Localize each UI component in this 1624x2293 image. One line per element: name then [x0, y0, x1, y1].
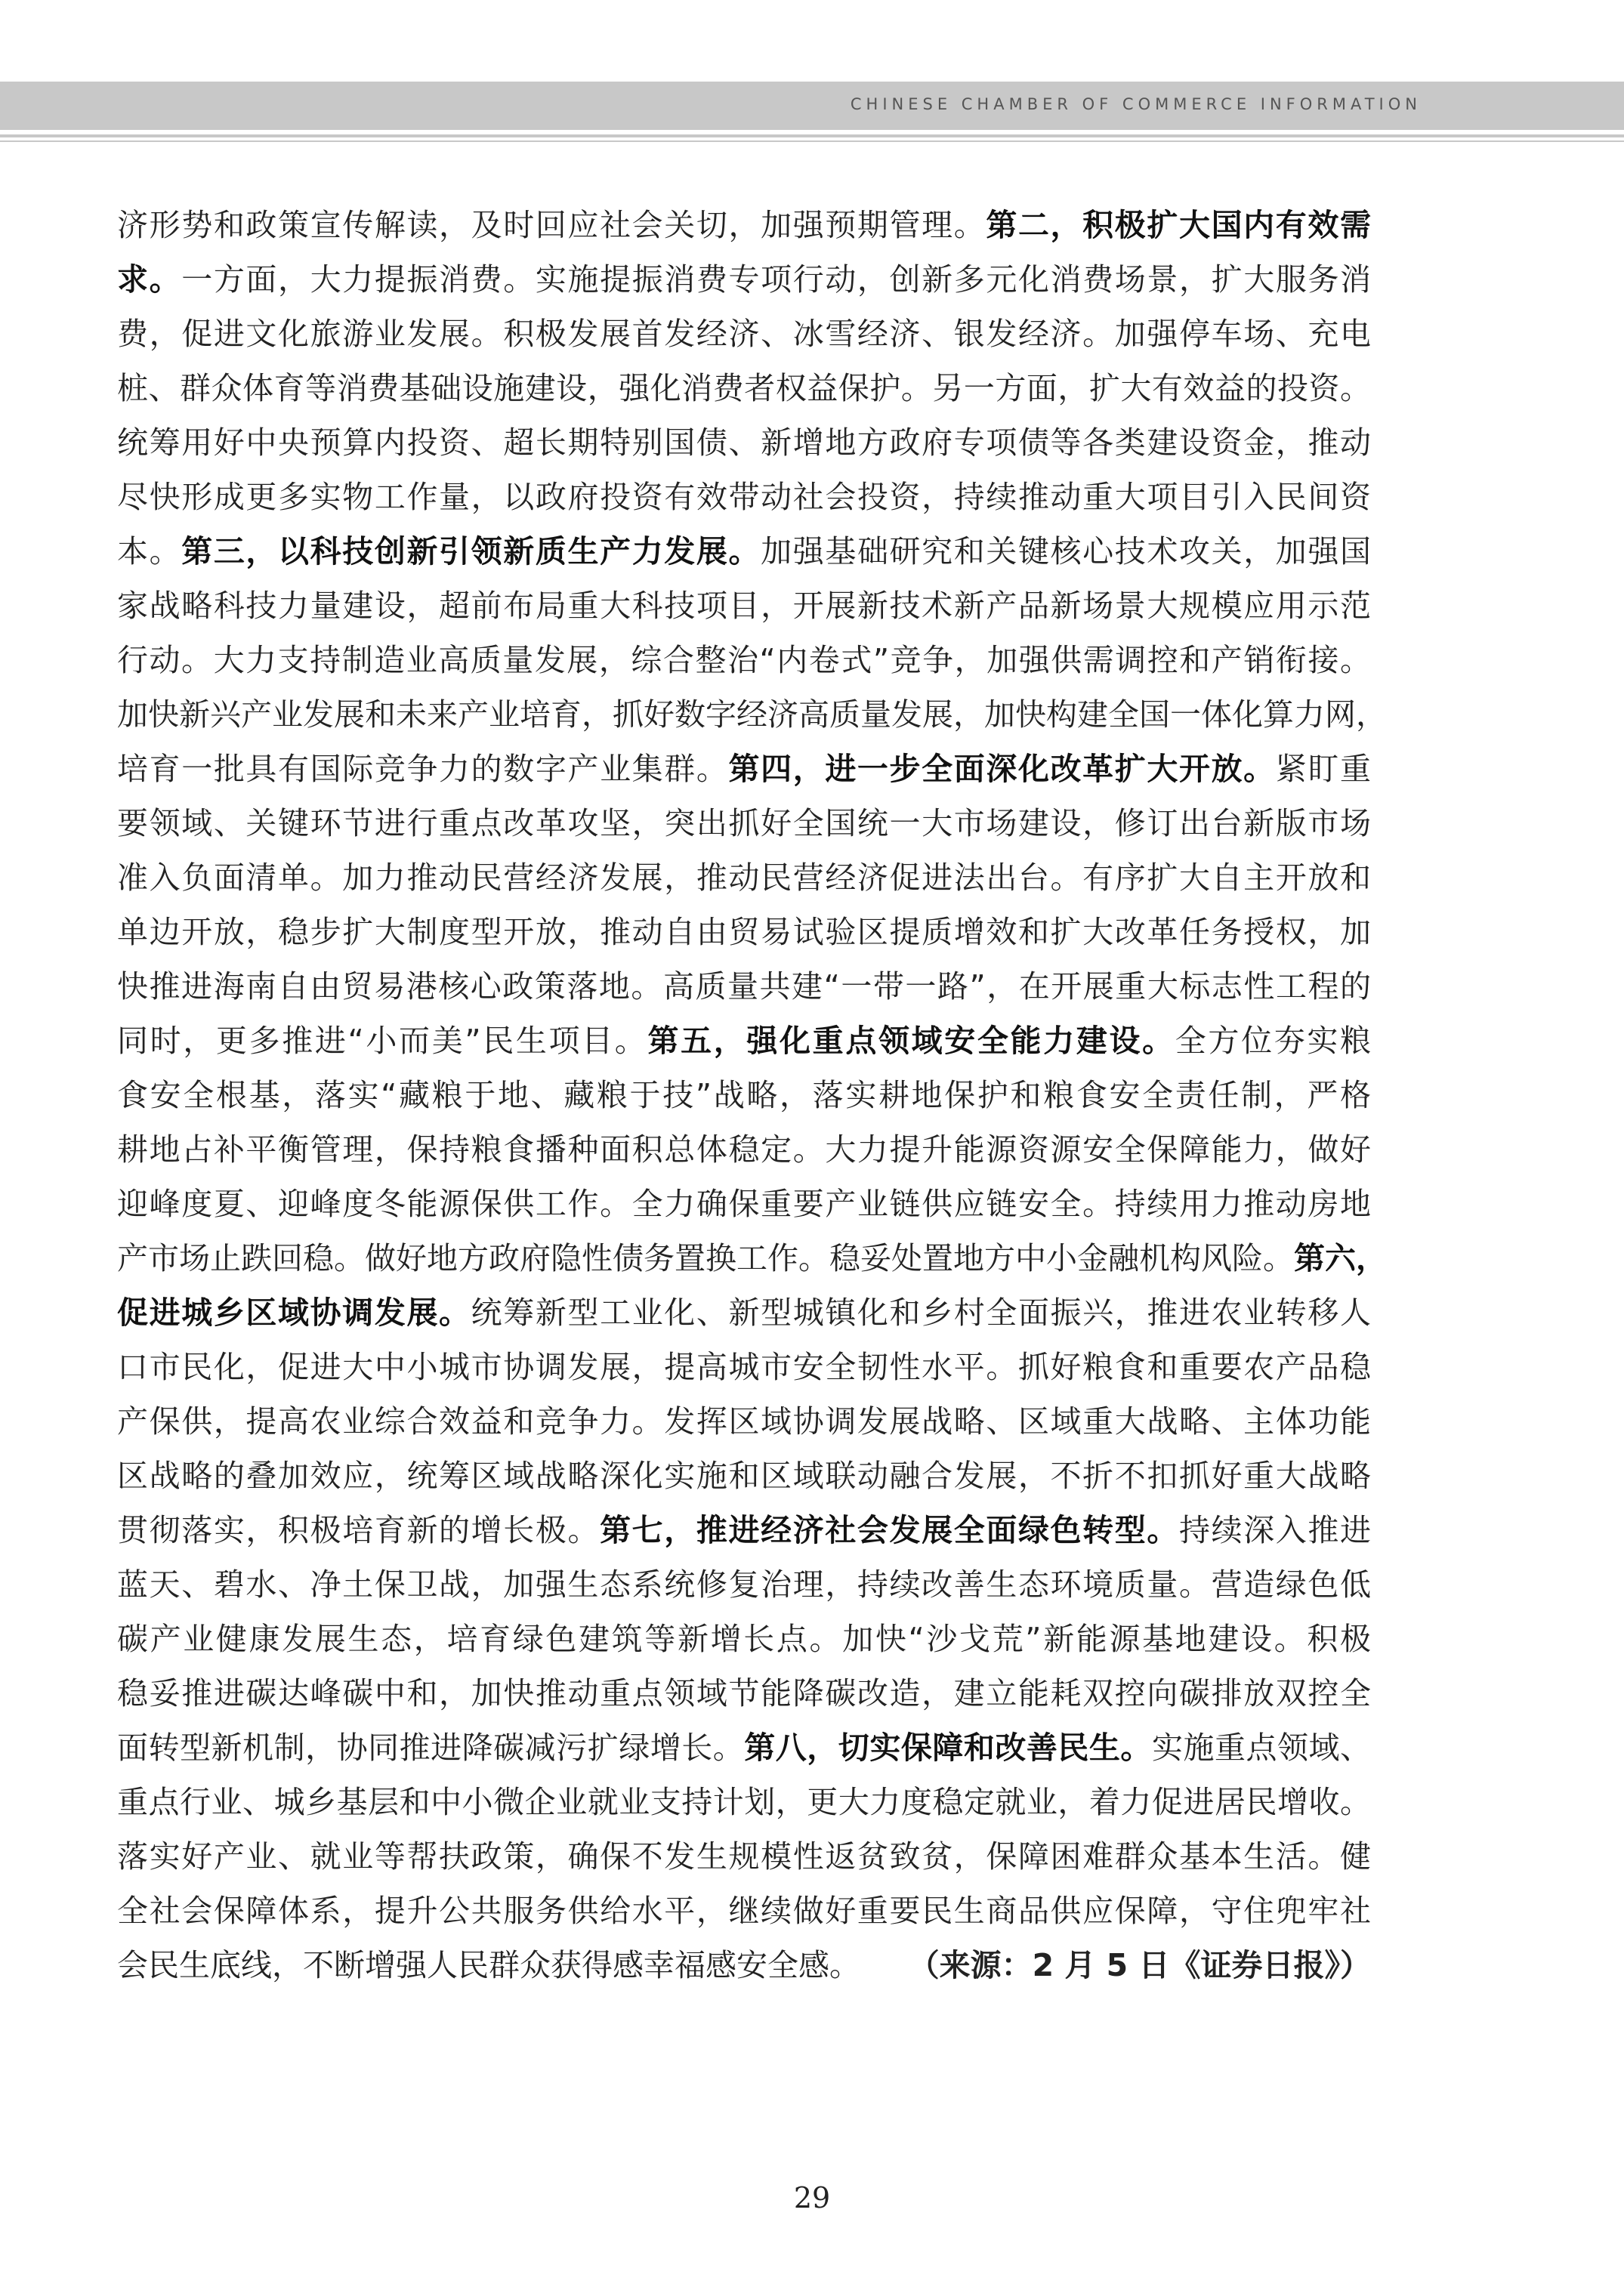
text-line: [117, 905, 1371, 959]
text-segment: 产市场止跌回稳。做好地方政府隐性债务置换工作。稳妥处置地方中小金融机构风险。: [117, 1240, 1294, 1276]
text-segment: 加强基础研究和关键核心技术攻关，加强国: [761, 533, 1372, 569]
highlighted-heading: 求。: [117, 261, 182, 298]
article-body: [117, 198, 1387, 1992]
text-line: [117, 633, 1371, 687]
text-line: [117, 1068, 1371, 1122]
text-segment: 统筹用好中央预算内投资、超长期特别国债、新增地方政府专项债等各类建设资金，推动: [117, 424, 1371, 461]
text-segment: 全方位夯实粮: [1175, 1023, 1372, 1059]
text-segment: 单边开放，稳步扩大制度型开放，推动自由贸易试验区提质增效和扩大改革任务授权，加: [117, 914, 1371, 950]
running-header: CHINESE CHAMBER OF COMMERCE INFORMATION: [850, 95, 1422, 113]
text-segment: 实施重点领域、: [1151, 1730, 1372, 1766]
text-segment: 贯彻落实，积极培育新的增长极。: [117, 1512, 601, 1548]
text-line: [117, 307, 1371, 361]
source-citation: （来源：2 月 5 日《证券日报》）: [908, 1947, 1371, 1983]
text-line: [117, 1666, 1371, 1721]
text-line: [117, 524, 1371, 579]
text-segment: 口市民化，促进大中小城市协调发展，提高城市安全韧性水平。抓好粮食和重要农产品稳: [117, 1349, 1371, 1385]
text-line: [117, 415, 1371, 470]
text-line: [117, 742, 1371, 796]
text-line: [117, 1340, 1371, 1394]
text-line: [117, 1612, 1371, 1666]
highlighted-heading: 第三，以科技创新引领新质生产力发展。: [181, 533, 761, 569]
text-line: [117, 796, 1371, 850]
text-segment: 快推进海南自由贸易港核心政策落地。高质量共建“一带一路”，在开展重大标志性工程的: [117, 968, 1371, 1005]
text-line: [117, 1449, 1371, 1503]
text-line: [117, 1775, 1371, 1829]
text-segment: 要领域、关键环节进行重点改革攻坚，突出抓好全国统一大市场建设，修订出台新版市场: [117, 805, 1371, 841]
text-segment: 全社会保障体系，提升公共服务供给水平，继续做好重要民生商品供应保障，守住兜牢社: [117, 1893, 1371, 1929]
text-segment: 家战略科技力量建设，超前布局重大科技项目，开展新技术新产品新场景大规模应用示范: [117, 588, 1371, 624]
text-line: [117, 579, 1371, 633]
text-segment: 加快新兴产业发展和未来产业培育，抓好数字经济高质量发展，加快构建全国一体化算力网，: [117, 696, 1387, 733]
text-line: [117, 959, 1371, 1014]
text-segment: 持续深入推进: [1178, 1512, 1372, 1548]
text-segment: 碳产业健康发展生态，培育绿色建筑等新增长点。加快“沙戈荒”新能源基地建设。积极: [117, 1621, 1371, 1657]
text-line: [117, 687, 1387, 742]
text-segment: 重点行业、城乡基层和中小微企业就业支持计划，更大力度稳定就业，着力促进居民增收。: [117, 1784, 1371, 1820]
text-line: [117, 1503, 1371, 1557]
text-segment: 本。: [117, 533, 182, 569]
text-line: [117, 1557, 1371, 1612]
text-segment: 培育一批具有国际竞争力的数字产业集群。: [117, 751, 729, 787]
text-line: [117, 850, 1371, 905]
text-segment: 蓝天、碧水、净土保卫战，加强生态系统修复治理，持续改善生态环境质量。营造绿色低: [117, 1566, 1371, 1603]
text-segment: 同时，更多推进“小而美”民生项目。: [117, 1023, 648, 1059]
text-segment: 准入负面清单。加力推动民营经济发展，推动民营经济促进法出台。有序扩大自主开放和: [117, 859, 1371, 896]
text-line: [117, 1884, 1371, 1938]
text-segment: 食安全根基，落实“藏粮于地、藏粮于技”战略，落实耕地保护和粮食安全责任制，严格: [117, 1077, 1371, 1113]
text-segment: 一方面，大力提振消费。实施提振消费专项行动，创新多元化消费场景，扩大服务消: [181, 261, 1372, 298]
highlighted-heading: 第二，积极扩大国内有效需: [986, 207, 1372, 243]
text-segment: 尽快形成更多实物工作量，以政府投资有效带动社会投资，持续推动重大项目引入民间资: [117, 479, 1371, 515]
text-line: [117, 1122, 1371, 1177]
text-line: [117, 361, 1371, 415]
highlighted-heading: 促进城乡区域协调发展。: [117, 1295, 471, 1331]
text-segment: 落实好产业、就业等帮扶政策，确保不发生规模性返贫致贫，保障困难群众基本生活。健: [117, 1838, 1371, 1875]
text-segment: 统筹新型工业化、新型城镇化和乡村全面振兴，推进农业转移人: [471, 1295, 1372, 1331]
text-segment: 稳妥推进碳达峰碳中和，加快推动重点领域节能降碳改造，建立能耗双控向碳排放双控全: [117, 1675, 1371, 1711]
text-segment: 耕地占补平衡管理，保持粮食播种面积总体稳定。大力提升能源资源安全保障能力，做好: [117, 1131, 1371, 1168]
text-line: [117, 470, 1371, 524]
text-line: [117, 1231, 1387, 1285]
text-line: [117, 1938, 1371, 1992]
text-line: [117, 1829, 1371, 1884]
text-segment: 迎峰度夏、迎峰度冬能源保供工作。全力确保重要产业链供应链安全。持续用力推动房地: [117, 1186, 1371, 1222]
text-segment: 产保供，提高农业综合效益和竞争力。发挥区域协调发展战略、区域重大战略、主体功能: [117, 1403, 1371, 1440]
text-segment: 会民生底线，不断增强人民群众获得感幸福感安全感。: [117, 1947, 860, 1983]
highlighted-heading: 第七，推进经济社会发展全面绿色转型。: [600, 1512, 1179, 1548]
highlighted-heading: 第八，切实保障和改善民生。: [744, 1730, 1152, 1766]
highlighted-heading: 第五，强化重点领域安全能力建设。: [647, 1023, 1175, 1059]
text-line: [117, 1394, 1371, 1449]
text-line: [117, 198, 1371, 252]
page-number: 29: [793, 2181, 831, 2214]
text-segment: 费，促进文化旅游业发展。积极发展首发经济、冰雪经济、银发经济。加强停车场、充电: [117, 316, 1371, 352]
text-line: [117, 252, 1371, 307]
text-line: [117, 1014, 1371, 1068]
text-line: [117, 1721, 1371, 1775]
text-segment: 面转型新机制，协同推进降碳减污扩绿增长。: [117, 1730, 745, 1766]
highlighted-heading: 第六，: [1294, 1240, 1387, 1276]
text-line: [117, 1285, 1371, 1340]
header-rule: [0, 134, 1624, 137]
text-line: [117, 1177, 1371, 1231]
text-segment: 桩、群众体育等消费基础设施建设，强化消费者权益保护。另一方面，扩大有效益的投资。: [117, 370, 1371, 406]
text-segment: 区战略的叠加效应，统筹区域战略深化实施和区域联动融合发展，不折不扣抓好重大战略: [117, 1458, 1371, 1494]
header-rule-thin: [0, 140, 1624, 142]
text-segment: 行动。大力支持制造业高质量发展，综合整治“内卷式”竞争，加强供需调控和产销衔接。: [117, 642, 1371, 678]
text-segment: 济形势和政策宣传解读，及时回应社会关切，加强预期管理。: [117, 207, 986, 243]
text-segment: 紧盯重: [1275, 751, 1372, 787]
highlighted-heading: 第四，进一步全面深化改革扩大开放。: [728, 751, 1276, 787]
